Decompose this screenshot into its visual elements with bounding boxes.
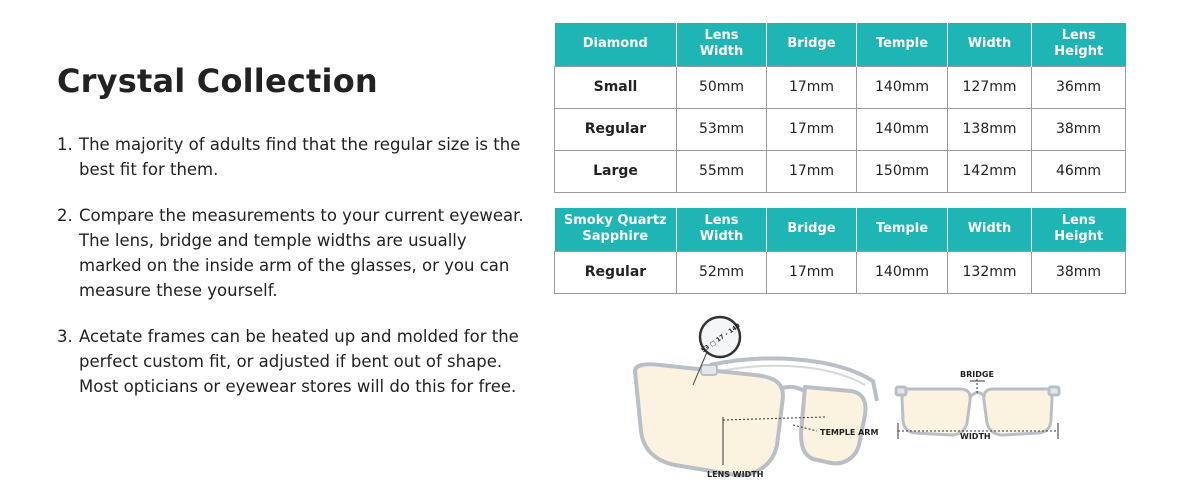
table-row: [555, 251, 1126, 293]
cell-lens-height: 38mm: [1032, 251, 1126, 293]
glasses-measurement-diagram: [615, 305, 1065, 490]
page-title: Crystal Collection: [57, 62, 378, 100]
cell-width: 132mm: [948, 251, 1032, 293]
cell-lens-width: 55mm: [677, 150, 767, 192]
cell-bridge: 17mm: [767, 66, 857, 108]
list-item-text: Acetate frames can be heated up and molded for the perfect custom fit, or adjusted if bent out of shape. Most opticians or eyewear stores will do this for free.: [79, 327, 519, 396]
size-marking-text: 53 □ 17 - 140: [700, 322, 742, 355]
cell-temple: 140mm: [857, 108, 948, 150]
list-item-number: 3.: [57, 327, 73, 346]
fit-tips-list: [57, 132, 527, 420]
column-header-lens-width: Lens Width: [677, 208, 767, 251]
temple-arm-label: TEMPLE ARM: [820, 428, 879, 437]
column-header-width: Width: [948, 208, 1032, 251]
glasses-side-view: [635, 358, 877, 475]
cell-bridge: 17mm: [767, 150, 857, 192]
list-item: [57, 132, 527, 182]
cell-width: 138mm: [948, 108, 1032, 150]
list-item-number: 1.: [57, 135, 73, 154]
table-header-row: [555, 23, 1126, 66]
column-header-width: Width: [948, 23, 1032, 66]
list-item-number: 2.: [57, 206, 73, 225]
row-label-size: Regular: [555, 251, 677, 293]
row-label-size: Regular: [555, 108, 677, 150]
cell-lens-height: 46mm: [1032, 150, 1126, 192]
glasses-front-view: [896, 387, 1059, 435]
cell-lens-width: 50mm: [677, 66, 767, 108]
diamond-size-table: [554, 23, 1126, 193]
column-header-temple: Temple: [857, 23, 948, 66]
table-header-row: [555, 208, 1126, 251]
cell-width: 127mm: [948, 66, 1032, 108]
column-header-lens-height: Lens Height: [1032, 23, 1126, 66]
column-header-bridge: Bridge: [767, 23, 857, 66]
list-item: [57, 203, 527, 303]
cell-temple: 140mm: [857, 66, 948, 108]
cell-lens-width: 53mm: [677, 108, 767, 150]
list-item-text: The majority of adults find that the regular size is the best fit for them.: [79, 135, 521, 179]
lens-width-label: LENS WIDTH: [707, 470, 764, 479]
column-header-model: Diamond: [555, 23, 677, 66]
cell-lens-width: 52mm: [677, 251, 767, 293]
cell-bridge: 17mm: [767, 108, 857, 150]
cell-width: 142mm: [948, 150, 1032, 192]
cell-temple: 150mm: [857, 150, 948, 192]
column-header-model: Smoky Quartz Sapphire: [555, 208, 677, 251]
column-header-lens-width: Lens Width: [677, 23, 767, 66]
column-header-bridge: Bridge: [767, 208, 857, 251]
row-label-size: Large: [555, 150, 677, 192]
table-row: [555, 66, 1126, 108]
smoky-quartz-sapphire-size-table: [554, 208, 1126, 294]
cell-bridge: 17mm: [767, 251, 857, 293]
list-item: [57, 324, 527, 399]
table-row: [555, 108, 1126, 150]
table-row: [555, 150, 1126, 192]
cell-lens-height: 36mm: [1032, 66, 1126, 108]
cell-temple: 140mm: [857, 251, 948, 293]
list-item-text: Compare the measurements to your current eyewear. The lens, bridge and temple widths are usually marked on the inside arm of the glasses, or you can measure these yourself.: [79, 206, 524, 300]
row-label-size: Small: [555, 66, 677, 108]
width-label: WIDTH: [960, 432, 991, 441]
column-header-lens-height: Lens Height: [1032, 208, 1126, 251]
column-header-temple: Temple: [857, 208, 948, 251]
bridge-label: BRIDGE: [960, 370, 994, 379]
cell-lens-height: 38mm: [1032, 108, 1126, 150]
